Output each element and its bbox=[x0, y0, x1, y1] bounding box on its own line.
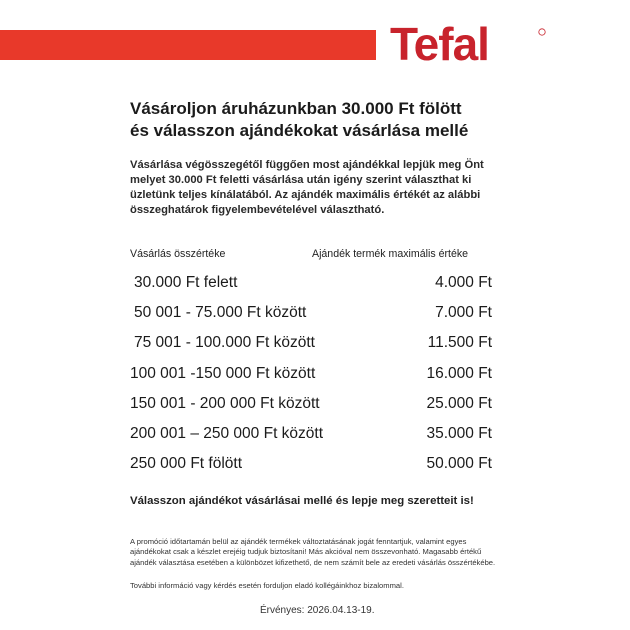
closing-message: Válasszon ajándékot vásárlásai mellé és lepje meg szeretteit is! bbox=[130, 495, 474, 507]
table-row bbox=[130, 365, 492, 395]
purchase-range: 50 001 - 75.000 Ft között bbox=[134, 304, 307, 321]
fine-print: A promóció időtartamán belül az ajándék termékek változtatásának jogát fenntartjuk, valamint egyes ajándékokat csak a készlet erejéig tudjuk biztosítani! Más akcióval nem összevonható. Magasabb értékű ajándék választása esetében a különbözet kifizethető, de nem számít bele az eredeti vásárlás összértékébe. bbox=[130, 537, 496, 567]
logo-wordmark: Tefal bbox=[390, 18, 489, 68]
validity-date: Érvényes: 2026.04.13-19. bbox=[260, 605, 375, 616]
column-header-purchase-total: Vásárlás összértéke bbox=[130, 248, 226, 260]
headline bbox=[130, 98, 550, 142]
purchase-range: 250 000 Ft fölött bbox=[130, 455, 243, 472]
info-note: További információ vagy kérdés esetén forduljon eladó kollégáinkhoz bizalommal. bbox=[130, 581, 404, 590]
registered-mark-icon bbox=[539, 29, 545, 35]
gift-amount: 4.000 Ft bbox=[435, 274, 492, 291]
purchase-range: 30.000 Ft felett bbox=[134, 274, 238, 291]
gift-amount: 11.500 Ft bbox=[427, 334, 492, 351]
gift-amount: 16.000 Ft bbox=[426, 365, 492, 382]
column-header-gift-max-value: Ajándék termék maximális értéke bbox=[312, 248, 469, 260]
purchase-range: 150 001 - 200 000 Ft között bbox=[130, 395, 320, 412]
table-row bbox=[130, 304, 492, 334]
gift-amount: 25.000 Ft bbox=[426, 395, 492, 412]
purchase-range: 100 001 -150 000 Ft között bbox=[130, 365, 316, 382]
brand-color-bar bbox=[0, 30, 376, 60]
tefal-logo bbox=[388, 18, 548, 68]
table-row bbox=[130, 395, 492, 425]
table-row bbox=[130, 334, 492, 364]
table-row bbox=[130, 274, 492, 304]
purchase-range: 200 001 – 250 000 Ft között bbox=[130, 425, 324, 442]
table-row bbox=[130, 455, 492, 485]
purchase-range: 75 001 - 100.000 Ft között bbox=[134, 334, 315, 351]
gift-amount: 35.000 Ft bbox=[426, 425, 492, 442]
table-row bbox=[130, 425, 492, 455]
gift-amount: 50.000 Ft bbox=[426, 455, 492, 472]
intro-paragraph: Vásárlása végösszegétől függően most ajándékkal lepjük meg Önt melyet 30.000 Ft feletti vásárlása után igény szerint választhat ki üzletünk teljes kínálatából. Az ajándék maximális értékét az alábbi összeghatárok figyelembevételével választható. bbox=[130, 159, 484, 216]
headline-line-1: Vásároljon áruházunkban 30.000 Ft fölött bbox=[130, 99, 462, 118]
headline-line-2: és válasszon ajándékokat vásárlása mellé bbox=[130, 121, 469, 140]
gift-amount: 7.000 Ft bbox=[435, 304, 492, 321]
